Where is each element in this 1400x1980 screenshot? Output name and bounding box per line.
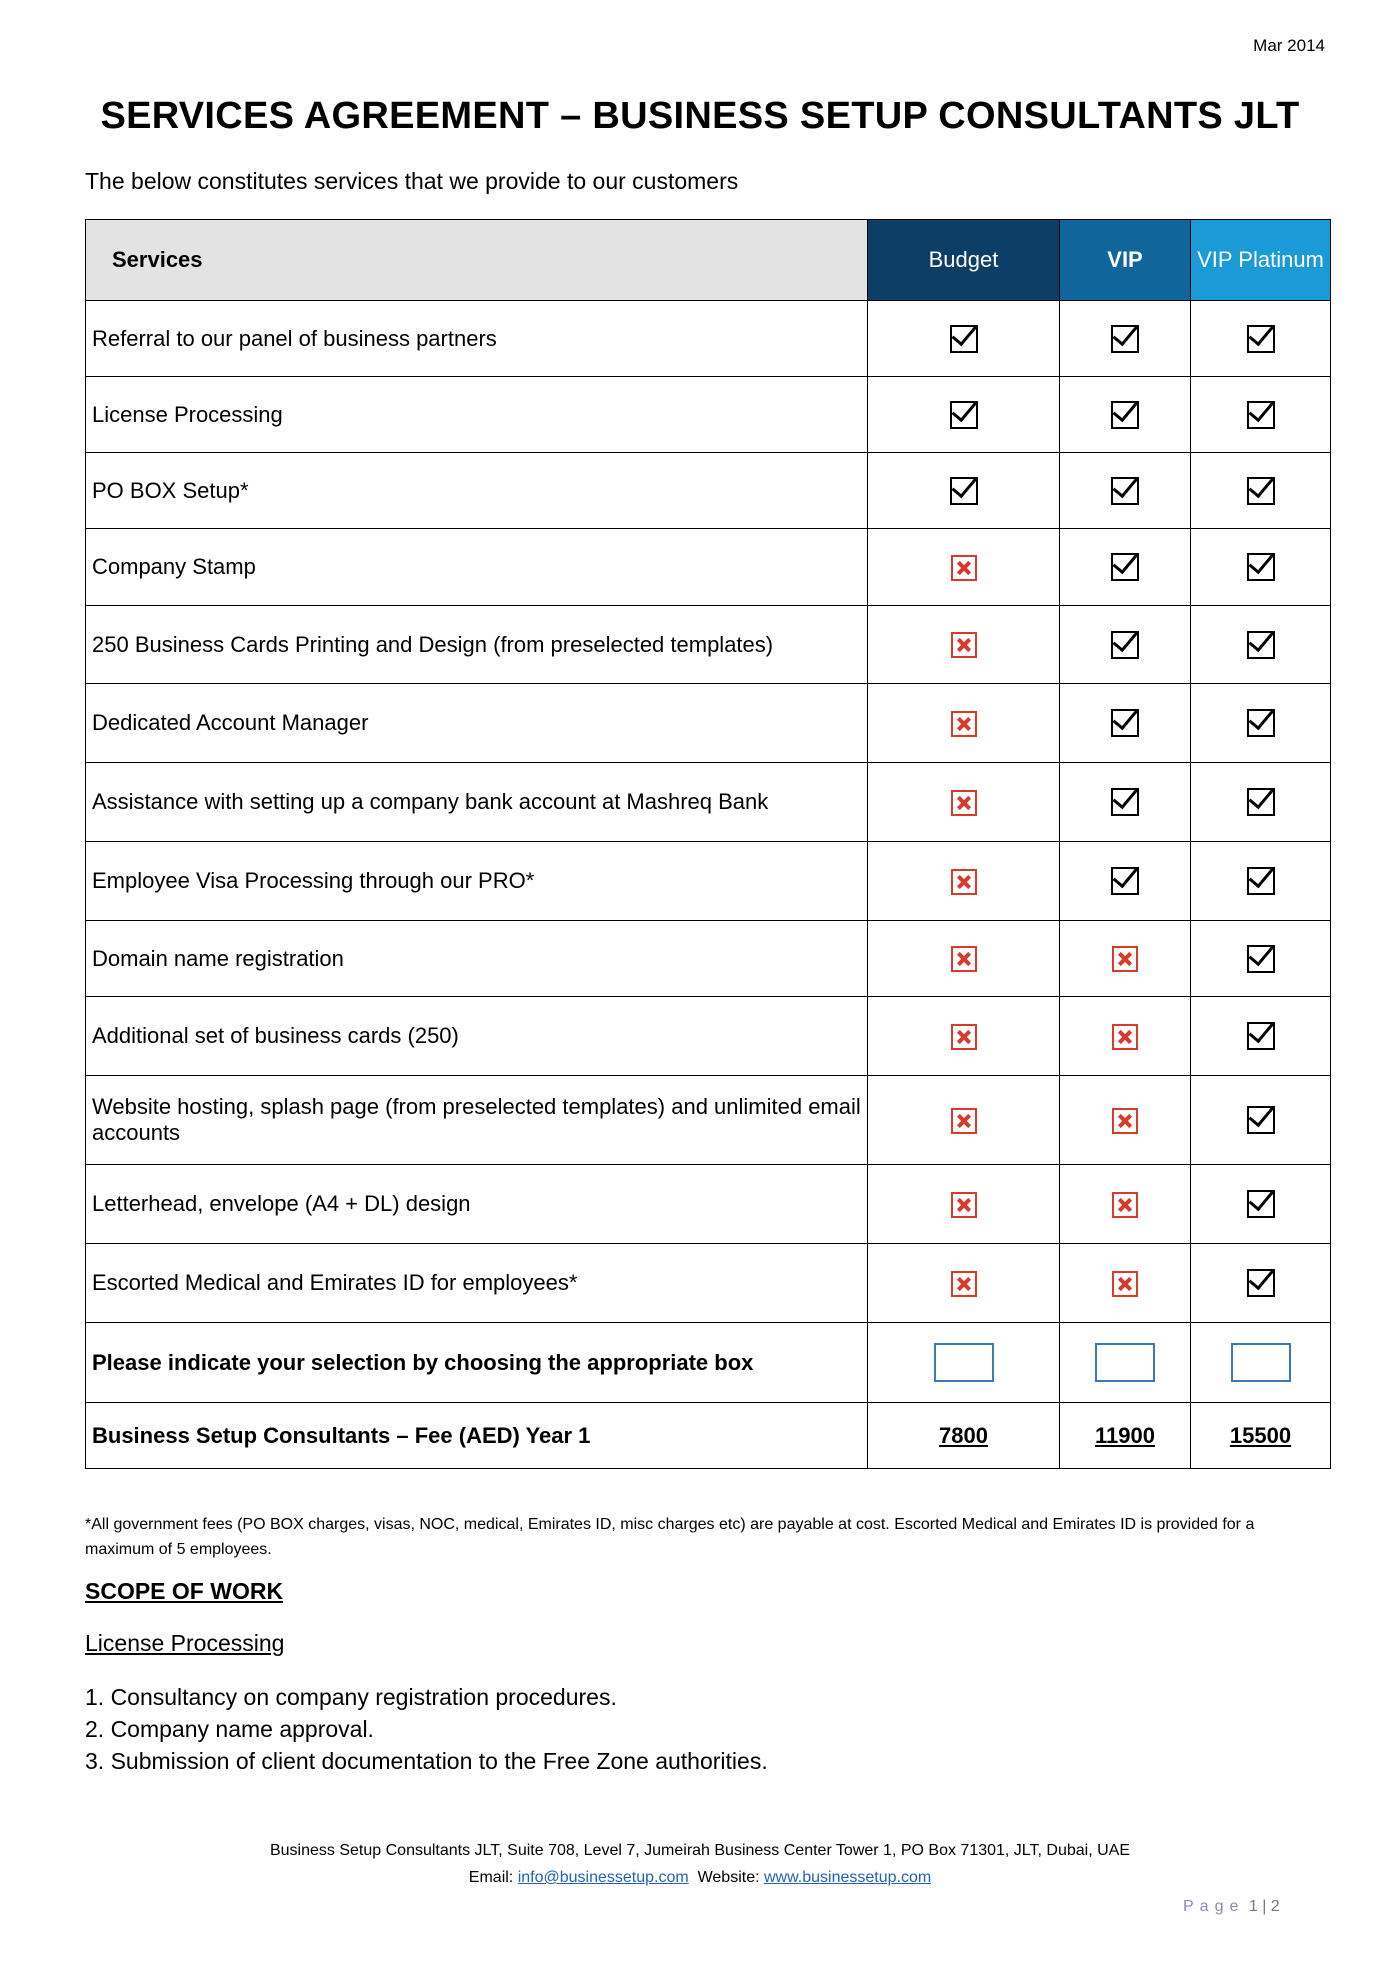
cell-budget [868, 921, 1060, 997]
checkmark-box-icon [1111, 553, 1139, 581]
red-x-box-icon [1112, 1108, 1138, 1134]
checkmark-box-icon [950, 477, 978, 505]
checkmark-box-icon [1111, 631, 1139, 659]
selection-row [86, 1323, 1331, 1403]
table-row [86, 1244, 1331, 1323]
checkmark-box-icon [1247, 325, 1275, 353]
services-table [85, 219, 1331, 1469]
checkmark-box-icon [1247, 401, 1275, 429]
checkmark-box-icon [1247, 788, 1275, 816]
red-x-box-icon [951, 711, 977, 737]
cell-vip [1060, 529, 1191, 606]
table-row [86, 684, 1331, 763]
list-item: 3. Submission of client documentation to the Free Zone authorities. [85, 1748, 768, 1774]
select-budget-checkbox[interactable] [934, 1343, 994, 1382]
footer-contact [0, 1869, 1400, 1887]
header-budget: Budget [868, 220, 1060, 301]
cell-budget [868, 842, 1060, 921]
service-rows [86, 301, 1331, 1323]
red-x-box-icon [1112, 946, 1138, 972]
cell-vip [1060, 763, 1191, 842]
cell-platinum [1191, 377, 1331, 453]
checkmark-box-icon [1111, 788, 1139, 816]
cell-budget [868, 684, 1060, 763]
cell-budget [868, 301, 1060, 377]
checkmark-box-icon [1247, 553, 1275, 581]
service-name: Website hosting, splash page (from preselected templates) and unlimited email accounts [86, 1076, 868, 1165]
header-vip: VIP [1060, 220, 1191, 301]
select-platinum-checkbox[interactable] [1231, 1343, 1291, 1382]
cell-platinum [1191, 1165, 1331, 1244]
cell-budget [868, 453, 1060, 529]
email-link[interactable]: info@businessetup.com [517, 1869, 689, 1886]
red-x-box-icon [951, 1024, 977, 1050]
table-row [86, 377, 1331, 453]
checkmark-box-icon [1247, 709, 1275, 737]
service-name: Letterhead, envelope (A4 + DL) design [86, 1165, 868, 1244]
page-separator: | [1262, 1898, 1267, 1915]
cell-vip [1060, 1165, 1191, 1244]
table-row [86, 1165, 1331, 1244]
red-x-box-icon [1112, 1192, 1138, 1218]
cell-platinum [1191, 453, 1331, 529]
cell-budget [868, 763, 1060, 842]
cell-budget [868, 1165, 1060, 1244]
cell-budget [868, 1244, 1060, 1323]
service-name: Domain name registration [86, 921, 868, 997]
table-header-row [86, 220, 1331, 301]
website-label: Website: [697, 1869, 760, 1886]
table-row [86, 842, 1331, 921]
checkmark-box-icon [1247, 867, 1275, 895]
table-row [86, 921, 1331, 997]
red-x-box-icon [951, 790, 977, 816]
service-name: 250 Business Cards Printing and Design (from preselected templates) [86, 606, 868, 684]
document-date: Mar 2014 [1253, 36, 1325, 55]
cell-vip [1060, 377, 1191, 453]
checkmark-box-icon [950, 325, 978, 353]
table-row [86, 606, 1331, 684]
table-row [86, 763, 1331, 842]
checkmark-box-icon [1247, 945, 1275, 973]
service-name: Escorted Medical and Emirates ID for employees* [86, 1244, 868, 1323]
service-name: License Processing [86, 377, 868, 453]
header-vip-platinum: VIP Platinum [1191, 220, 1331, 301]
checkmark-box-icon [1247, 1106, 1275, 1134]
checkmark-box-icon [1247, 1022, 1275, 1050]
cell-budget [868, 1076, 1060, 1165]
red-x-box-icon [951, 1108, 977, 1134]
table-row [86, 529, 1331, 606]
checkmark-box-icon [1247, 477, 1275, 505]
cell-vip [1060, 684, 1191, 763]
service-name: Company Stamp [86, 529, 868, 606]
checkmark-box-icon [1247, 1190, 1275, 1218]
checkmark-box-icon [1247, 631, 1275, 659]
fee-row [86, 1403, 1331, 1469]
checkmark-box-icon [1111, 867, 1139, 895]
page-current: 1 [1248, 1898, 1258, 1915]
cell-platinum [1191, 684, 1331, 763]
cell-budget [868, 606, 1060, 684]
cell-budget [868, 377, 1060, 453]
red-x-box-icon [951, 632, 977, 658]
fee-label: Business Setup Consultants – Fee (AED) Year 1 [86, 1403, 868, 1469]
checkmark-box-icon [1111, 401, 1139, 429]
cell-platinum [1191, 763, 1331, 842]
select-vip-checkbox[interactable] [1095, 1343, 1155, 1382]
service-name: Additional set of business cards (250) [86, 997, 868, 1076]
scope-steps [85, 1681, 768, 1777]
red-x-box-icon [951, 1192, 977, 1218]
cell-vip [1060, 453, 1191, 529]
checkmark-box-icon [1111, 709, 1139, 737]
service-name: Employee Visa Processing through our PRO* [86, 842, 868, 921]
scope-subheading: License Processing [85, 1630, 285, 1656]
header-services: Services [86, 220, 868, 301]
table-row [86, 997, 1331, 1076]
cell-platinum [1191, 301, 1331, 377]
table-row [86, 453, 1331, 529]
footer-address: Business Setup Consultants JLT, Suite 708, Level 7, Jumeirah Business Center Tower 1, PO Box 71301, JLT, Dubai, UAE [269, 1842, 1130, 1859]
cell-vip [1060, 301, 1191, 377]
table-row [86, 1076, 1331, 1165]
cell-vip [1060, 997, 1191, 1076]
cell-vip [1060, 842, 1191, 921]
cell-platinum [1191, 1076, 1331, 1165]
cell-budget [868, 529, 1060, 606]
service-name: Dedicated Account Manager [86, 684, 868, 763]
red-x-box-icon [951, 869, 977, 895]
red-x-box-icon [951, 946, 977, 972]
fee-vip: 11900 [1060, 1403, 1191, 1469]
table-row [86, 301, 1331, 377]
scope-heading: SCOPE OF WORK [85, 1578, 284, 1604]
red-x-box-icon [1112, 1024, 1138, 1050]
footnote: *All government fees (PO BOX charges, visas, NOC, medical, Emirates ID, misc charges etc) are payable at cost. Escorted Medical and Emirates ID is provided for a maximum of 5 employees. [85, 1516, 1255, 1558]
cell-platinum [1191, 921, 1331, 997]
cell-platinum [1191, 606, 1331, 684]
email-label: Email: [468, 1869, 514, 1886]
page-number [1183, 1898, 1280, 1916]
checkmark-box-icon [1111, 325, 1139, 353]
cell-vip [1060, 1244, 1191, 1323]
website-link[interactable]: www.businessetup.com [764, 1869, 932, 1886]
cell-budget [868, 997, 1060, 1076]
cell-platinum [1191, 997, 1331, 1076]
checkmark-box-icon [1111, 477, 1139, 505]
red-x-box-icon [951, 555, 977, 581]
selection-label: Please indicate your selection by choosing the appropriate box [86, 1323, 868, 1403]
cell-platinum [1191, 529, 1331, 606]
fee-budget: 7800 [868, 1403, 1060, 1469]
checkmark-box-icon [1247, 1269, 1275, 1297]
cell-platinum [1191, 1244, 1331, 1323]
list-item: 1. Consultancy on company registration procedures. [85, 1684, 617, 1710]
cell-vip [1060, 1076, 1191, 1165]
service-name: PO BOX Setup* [86, 453, 868, 529]
intro-text: The below constitutes services that we provide to our customers [85, 168, 739, 194]
service-name: Assistance with setting up a company bank account at Mashreq Bank [86, 763, 868, 842]
page-word: Page [1183, 1898, 1245, 1915]
list-item: 2. Company name approval. [85, 1716, 374, 1742]
cell-vip [1060, 606, 1191, 684]
red-x-box-icon [1112, 1271, 1138, 1297]
red-x-box-icon [951, 1271, 977, 1297]
cell-vip [1060, 921, 1191, 997]
fee-platinum: 15500 [1191, 1403, 1331, 1469]
page-total: 2 [1270, 1898, 1280, 1915]
document-title: SERVICES AGREEMENT – BUSINESS SETUP CONSULTANTS JLT [100, 95, 1300, 137]
cell-platinum [1191, 842, 1331, 921]
checkmark-box-icon [950, 401, 978, 429]
service-name: Referral to our panel of business partners [86, 301, 868, 377]
